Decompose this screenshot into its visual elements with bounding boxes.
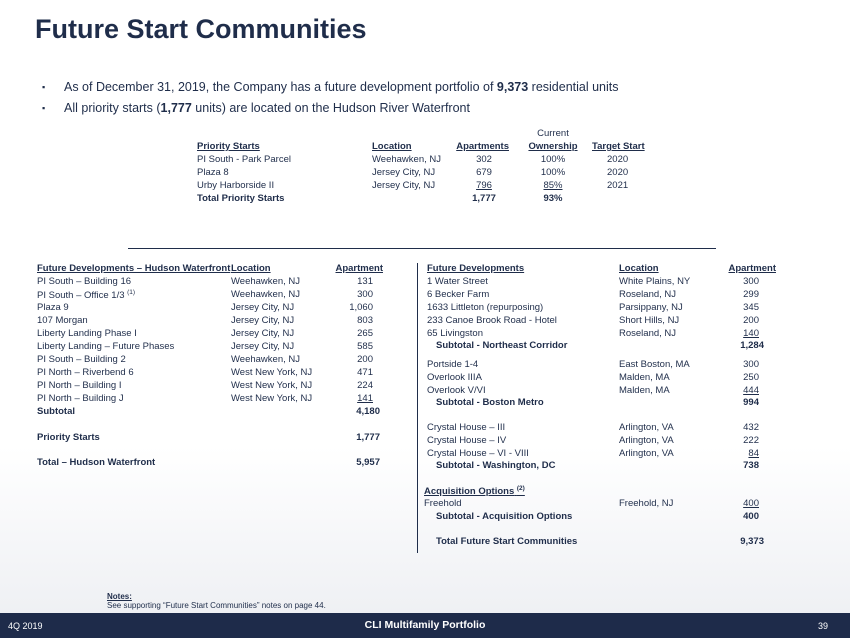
future-developments-table xyxy=(424,263,787,553)
subtotal-label: Subtotal - Boston Metro xyxy=(436,397,544,408)
subtotal-apartments: 4,180 xyxy=(356,406,380,417)
row-apartments: 585 xyxy=(357,341,373,352)
row-target: 2021 xyxy=(607,180,629,191)
row-name: PI South – Building 2 xyxy=(37,354,126,365)
row-name: PI North – Building J xyxy=(37,393,124,404)
row-apartments: 84 xyxy=(748,448,759,459)
row-apartments: 300 xyxy=(357,289,373,300)
subtotal-label: Subtotal - Washington, DC xyxy=(436,460,556,471)
priority-apartments: 1,777 xyxy=(356,432,380,443)
total-apartments: 9,373 xyxy=(740,536,764,547)
row-location: Arlington, VA xyxy=(619,422,674,433)
row-name: 107 Morgan xyxy=(37,315,88,326)
subtotal-apartments: 1,284 xyxy=(740,340,764,351)
section-divider xyxy=(128,248,716,249)
row-apartments: 1,060 xyxy=(349,302,373,313)
row-name: Portside 1-4 xyxy=(427,359,479,370)
row-apartments: 141 xyxy=(357,393,373,404)
page-number: 39 xyxy=(817,621,828,631)
header-location: Location xyxy=(231,263,271,274)
header-ownership-top: Current xyxy=(537,128,569,139)
row-location: Jersey City, NJ xyxy=(231,315,295,326)
row-location: Weehawken, NJ xyxy=(231,289,300,300)
row-location: Short Hills, NJ xyxy=(619,315,680,326)
hudson-waterfront-table xyxy=(37,263,387,473)
notes xyxy=(107,592,326,610)
row-name: Plaza 9 xyxy=(37,302,69,313)
row-location: Jersey City, NJ xyxy=(231,328,295,339)
footer-period: 4Q 2019 xyxy=(8,621,43,631)
total-label: Total Priority Starts xyxy=(197,193,285,204)
row-location: East Boston, MA xyxy=(619,359,690,370)
bullet-item xyxy=(42,76,619,97)
subtotal-apartments: 738 xyxy=(743,460,759,471)
row-location: Malden, MA xyxy=(619,385,670,396)
row-name: Crystal House – VI - VIII xyxy=(427,448,529,459)
row-name: Liberty Landing Phase I xyxy=(37,328,137,339)
row-location: West New York, NJ xyxy=(231,380,313,391)
footer-bar xyxy=(0,613,850,638)
row-name: PI South – Office 1/3 $^{(1)}$ xyxy=(37,289,136,302)
row-apartments: 679 xyxy=(476,167,492,178)
row-apartments: 796 xyxy=(476,180,492,191)
row-name: Freehold xyxy=(424,498,462,509)
row-location: Parsippany, NJ xyxy=(619,302,683,313)
bullet-text: As of December 31, 2019, the Company has a future development portfolio of 9,373 residential units xyxy=(64,79,619,94)
row-location: Freehold, NJ xyxy=(619,498,674,509)
row-apartments: 265 xyxy=(357,328,373,339)
column-divider xyxy=(417,263,418,553)
row-location: Jersey City, NJ xyxy=(372,167,436,178)
row-name: Crystal House – III xyxy=(427,422,506,433)
row-location: Weehawken, NJ xyxy=(231,354,300,365)
row-location: West New York, NJ xyxy=(231,367,313,378)
row-name: PI North – Building I xyxy=(37,380,122,391)
row-name: Plaza 8 xyxy=(197,167,229,178)
row-name: Overlook IIIA xyxy=(427,372,482,383)
header-hudson: Future Developments – Hudson Waterfront xyxy=(37,263,231,274)
footnote-ref: (2) xyxy=(516,485,525,492)
footnote-ref: (1) xyxy=(127,289,136,296)
page-title: Future Start Communities xyxy=(35,14,367,44)
subtotal-label: Subtotal - Northeast Corridor xyxy=(436,340,568,351)
row-location: Jersey City, NJ xyxy=(372,180,436,191)
row-apartments: 131 xyxy=(357,276,373,287)
row-apartments: 222 xyxy=(743,435,759,446)
row-apartments: 400 xyxy=(743,498,759,509)
subtotal-label: Subtotal xyxy=(37,406,75,417)
total-apartments: 5,957 xyxy=(356,457,380,468)
row-apartments: 300 xyxy=(743,359,759,370)
row-apartments: 300 xyxy=(743,276,759,287)
total-label: Total Future Start Communities xyxy=(436,536,578,547)
header-ownership: Ownership xyxy=(528,141,578,152)
row-apartments: 250 xyxy=(743,372,759,383)
row-apartments: 302 xyxy=(476,154,492,165)
bullet-text: All priority starts (1,777 units) are located on the Hudson River Waterfront xyxy=(64,100,470,115)
row-name: 1633 Littleton (repurposing) xyxy=(427,302,544,313)
subtotal-apartments: 994 xyxy=(743,397,759,408)
row-apartments: 140 xyxy=(743,328,759,339)
row-location: Roseland, NJ xyxy=(619,328,677,339)
row-name: PI South – Building 16 xyxy=(37,276,132,287)
header-apartments: Apartments xyxy=(456,141,509,152)
row-location: Jersey City, NJ xyxy=(231,302,295,313)
priority-label: Priority Starts xyxy=(37,432,100,443)
row-location: Arlington, VA xyxy=(619,448,674,459)
row-target: 2020 xyxy=(607,154,629,165)
row-apartments: 432 xyxy=(743,422,759,433)
row-apartments: 299 xyxy=(743,289,759,300)
row-apartments: 444 xyxy=(743,385,759,396)
row-location: Roseland, NJ xyxy=(619,289,677,300)
footer-title: CLI Multifamily Portfolio xyxy=(364,619,486,631)
row-location: Weehawken, NJ xyxy=(372,154,441,165)
row-location: West New York, NJ xyxy=(231,393,313,404)
total-apartments: 1,777 xyxy=(472,193,496,204)
bullet-item xyxy=(42,97,619,118)
row-name: PI South - Park Parcel xyxy=(197,154,291,165)
row-name: Urby Harborside II xyxy=(197,180,275,191)
header-target-start: Target Start xyxy=(592,141,645,152)
header-apartment: Apartment xyxy=(728,263,776,274)
subtotal-apartments: 400 xyxy=(743,511,759,522)
header-future: Future Developments xyxy=(427,263,525,274)
row-name: 233 Canoe Brook Road - Hotel xyxy=(427,315,557,326)
bullet-list xyxy=(42,76,619,118)
header-priority-starts: Priority Starts xyxy=(197,141,260,152)
row-apartments: 471 xyxy=(357,367,373,378)
row-location: Weehawken, NJ xyxy=(231,276,300,287)
row-apartments: 200 xyxy=(357,354,373,365)
notes-heading: Notes: xyxy=(107,592,132,601)
row-location: Malden, MA xyxy=(619,372,670,383)
notes-text: See supporting “Future Start Communities” notes on page 44. xyxy=(107,601,326,610)
row-apartments: 200 xyxy=(743,315,759,326)
row-name: PI North – Riverbend 6 xyxy=(37,367,134,378)
row-location: Jersey City, NJ xyxy=(231,341,295,352)
header-location: Location xyxy=(619,263,659,274)
row-name: 1 Water Street xyxy=(427,276,488,287)
row-name: Crystal House – IV xyxy=(427,435,507,446)
bullet-icon: ▪ xyxy=(42,81,46,92)
row-name: Overlook V/VI xyxy=(427,385,486,396)
row-apartments: 803 xyxy=(357,315,373,326)
row-name: 65 Livingston xyxy=(427,328,483,339)
header-acquisition: Acquisition Options $^{(2)}$ xyxy=(424,485,525,498)
total-ownership: 93% xyxy=(543,193,563,204)
row-target: 2020 xyxy=(607,167,629,178)
row-apartments: 345 xyxy=(743,302,759,313)
row-ownership: 85% xyxy=(543,180,563,191)
header-location: Location xyxy=(372,141,412,152)
row-ownership: 100% xyxy=(540,167,566,178)
row-name: 6 Becker Farm xyxy=(427,289,490,300)
row-ownership: 100% xyxy=(540,154,566,165)
total-label: Total – Hudson Waterfront xyxy=(37,457,156,468)
bullet-icon: ▪ xyxy=(42,102,46,113)
header-apartment: Apartment xyxy=(335,263,383,274)
subtotal-label: Subtotal - Acquisition Options xyxy=(436,511,573,522)
row-location: White Plains, NY xyxy=(619,276,691,287)
row-apartments: 224 xyxy=(357,380,373,391)
priority-starts-table xyxy=(197,128,657,208)
row-name: Liberty Landing – Future Phases xyxy=(37,341,175,352)
row-location: Arlington, VA xyxy=(619,435,674,446)
